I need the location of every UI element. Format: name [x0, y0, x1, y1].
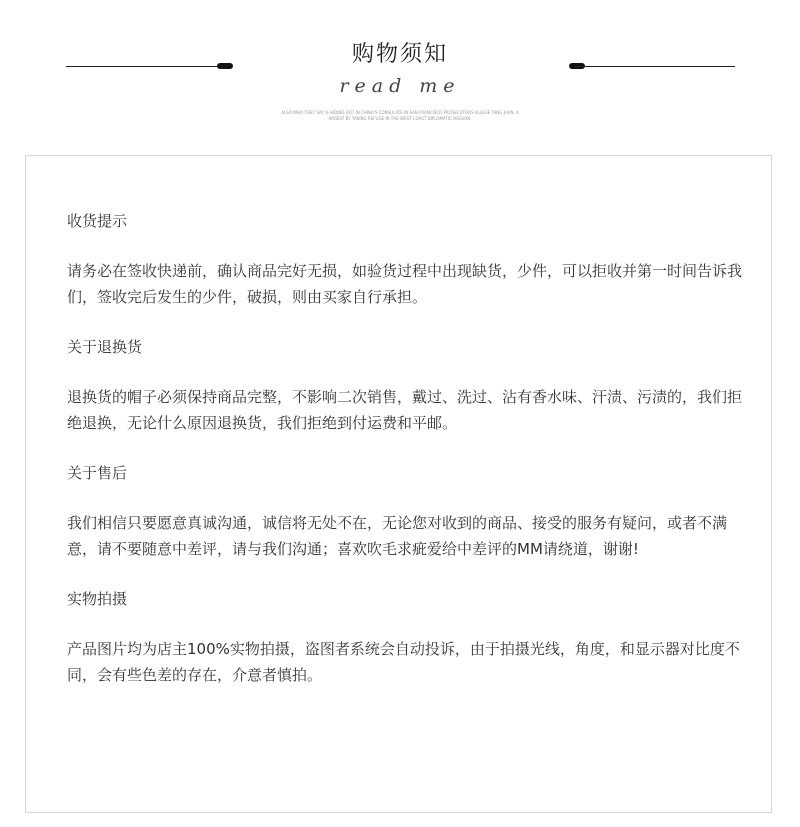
header — [0, 0, 800, 140]
tagline — [0, 110, 800, 122]
section-heading-returns: 关于退换货 — [67, 338, 143, 356]
section-heading-photos: 实物拍摄 — [67, 590, 128, 608]
section-body-returns: 退换货的帽子必须保持商品完整，不影响二次销售，戴过、洗过、沾有香水味、汗渍、污渍的，我们拒绝退换，无论什么原因退换货，我们拒绝到付运费和平邮。 — [67, 388, 743, 432]
section-body-receiving: 请务必在签收快递前，确认商品完好无损，如验货过程中出现缺货，少件，可以拒收并第一时间告诉我们，签收完后发生的少件，破损，则由买家自行承担。 — [67, 262, 743, 306]
notice-panel — [25, 155, 772, 813]
section-heading-receiving: 收货提示 — [67, 212, 128, 230]
right-divider-line — [575, 66, 735, 67]
section-body-after-sales: 我们相信只要愿意真诚沟通，诚信将无处不在，无论您对收到的商品、接受的服务有疑问，或者不满意，请不要随意中差评，请与我们沟通；喜欢吹毛求疵爱给中差评的MM请绕道，谢谢! — [67, 514, 728, 558]
page-subtitle: read me — [339, 75, 461, 97]
tagline-line-1: ALSO WHO THEY SAY IS HIDING OUT IN CHINA'S CONSULATE IN SAN FRANCISCO PROSECUTORS ALLEGE TANG JUAN, A — [281, 110, 519, 115]
page-title: 购物须知 — [351, 42, 448, 67]
tagline-line-2: ARREST BY TAKING REFUGE IN THE WEST COAST DIPLOMATIC MISSION. — [328, 116, 472, 121]
section-heading-after-sales: 关于售后 — [67, 464, 128, 482]
section-body-photos: 产品图片均为店主100%实物拍摄，盗图者系统会自动投诉，由于拍摄光线，角度，和显示器对比度不同，会有些色差的存在，介意者慎拍。 — [67, 640, 740, 684]
notice-content — [67, 208, 747, 712]
